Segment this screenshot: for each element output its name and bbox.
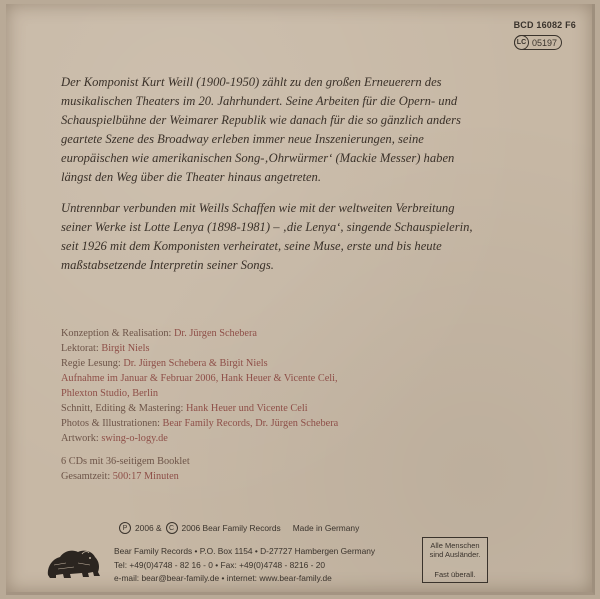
intro-line: längst den Weg über die Theater hinaus angetreten. xyxy=(61,170,322,184)
credit-label: Lektorat: xyxy=(61,343,102,354)
credit-value: Bear Family Records, Dr. Jürgen Schebera xyxy=(162,418,339,429)
credit-value: Phlexton Studio, Berlin xyxy=(61,388,158,399)
label-code xyxy=(514,35,562,50)
intro-line: musikalischen Theaters im 20. Jahrhundert. Seine Arbeiten für die Opern- und xyxy=(61,94,458,108)
label-code-number: 05197 xyxy=(531,37,557,48)
credit-row xyxy=(61,416,521,431)
lc-icon: LC xyxy=(514,35,529,50)
credit-row xyxy=(61,431,521,446)
phonogram-icon: P xyxy=(119,522,131,534)
email-web-line: e-mail: bear@bear-family.de • internet: www.bear-family.de xyxy=(114,573,332,583)
address-line: Bear Family Records • P.O. Box 1154 • D-27727 Hambergen Germany xyxy=(114,546,376,556)
intro-paragraph-1 xyxy=(61,73,571,187)
credit-row xyxy=(61,356,521,371)
credit-label: Regie Lesung: xyxy=(61,358,124,369)
made-in-text: Made in Germany xyxy=(292,523,360,533)
slogan-footer: Fast überall. xyxy=(434,570,476,579)
cd-count: 6 CDs mit 36-seitigem Booklet xyxy=(61,456,190,467)
intro-line: europäischen wie amerikanischen Song-‚Ohrwürmer‘ (Mackie Messer) haben xyxy=(61,151,455,165)
copyright-text: 2006 Bear Family Records xyxy=(181,523,281,533)
credit-label: Photos & Illustrationen: xyxy=(61,418,163,429)
intro-line: seit 1926 mit dem Komponisten verheiratet, seine Muse, erste und bis heute xyxy=(61,239,442,253)
bear-logo-icon xyxy=(44,545,102,581)
intro-line: maßstabsetzende Interpretin seiner Songs. xyxy=(61,258,274,272)
credits-list xyxy=(61,326,521,446)
credit-label: Artwork: xyxy=(61,433,102,444)
intro-text xyxy=(61,73,571,287)
intro-paragraph-2 xyxy=(61,199,571,275)
intro-line: geartete Szene des Broadway erleben immer neue Inszenierungen, seine xyxy=(61,132,424,146)
phone-fax-line: Tel: +49(0)4748 - 82 16 - 0 • Fax: +49(0)4748 - 8216 - 20 xyxy=(114,559,326,570)
credit-value: Dr. Jürgen Schebera & Birgit Niels xyxy=(123,358,268,369)
booklet-back-cover xyxy=(6,4,595,595)
catalog-number: BCD 16082 F6 xyxy=(513,20,576,30)
credit-row xyxy=(61,341,521,356)
credit-value: Aufnahme im Januar & Februar 2006, Hank Heuer & Vicente Celi, xyxy=(61,373,338,384)
slogan-line: sind Ausländer. xyxy=(429,550,481,559)
credit-label: Konzeption & Realisation: xyxy=(61,328,174,339)
runtime-value: 500:17 Minuten xyxy=(112,471,179,482)
label-code-badge xyxy=(514,35,562,50)
intro-line: Der Komponist Kurt Weill (1900-1950) zählt zu den großen Erneuerern des xyxy=(61,75,442,89)
credit-value: Dr. Jürgen Schebera xyxy=(173,328,257,339)
credit-row xyxy=(61,386,521,401)
credit-row xyxy=(61,401,521,416)
slogan-text xyxy=(423,538,487,559)
content-info xyxy=(61,454,190,484)
intro-line: Untrennbar verbunden mit Weills Schaffen wie mit der weltweiten Verbreitung xyxy=(61,201,455,215)
credit-label: Schnitt, Editing & Mastering: xyxy=(61,403,186,414)
slogan-line: Alle Menschen xyxy=(430,541,480,550)
runtime-label: Gesamtzeit: xyxy=(61,471,113,482)
credit-value: Hank Heuer und Vicente Celi xyxy=(186,403,308,414)
slogan-stamp xyxy=(422,537,488,583)
intro-line: seiner Werke ist Lotte Lenya (1898-1981) – ‚die Lenya‘, singende Schauspielerin, xyxy=(61,220,473,234)
intro-line: Schauspielbühne der Weimarer Republik wie danach für die so gänzlich anders xyxy=(61,113,461,127)
credit-value: Birgit Niels xyxy=(101,343,150,354)
credit-row xyxy=(61,371,521,386)
credit-value: swing-o-logy.de xyxy=(101,433,168,444)
copyright-line xyxy=(119,522,359,534)
contact-address xyxy=(114,545,375,586)
copyright-icon: C xyxy=(166,522,178,534)
credit-row xyxy=(61,326,521,341)
phonogram-year: 2006 & xyxy=(135,523,162,533)
total-runtime xyxy=(61,469,190,484)
